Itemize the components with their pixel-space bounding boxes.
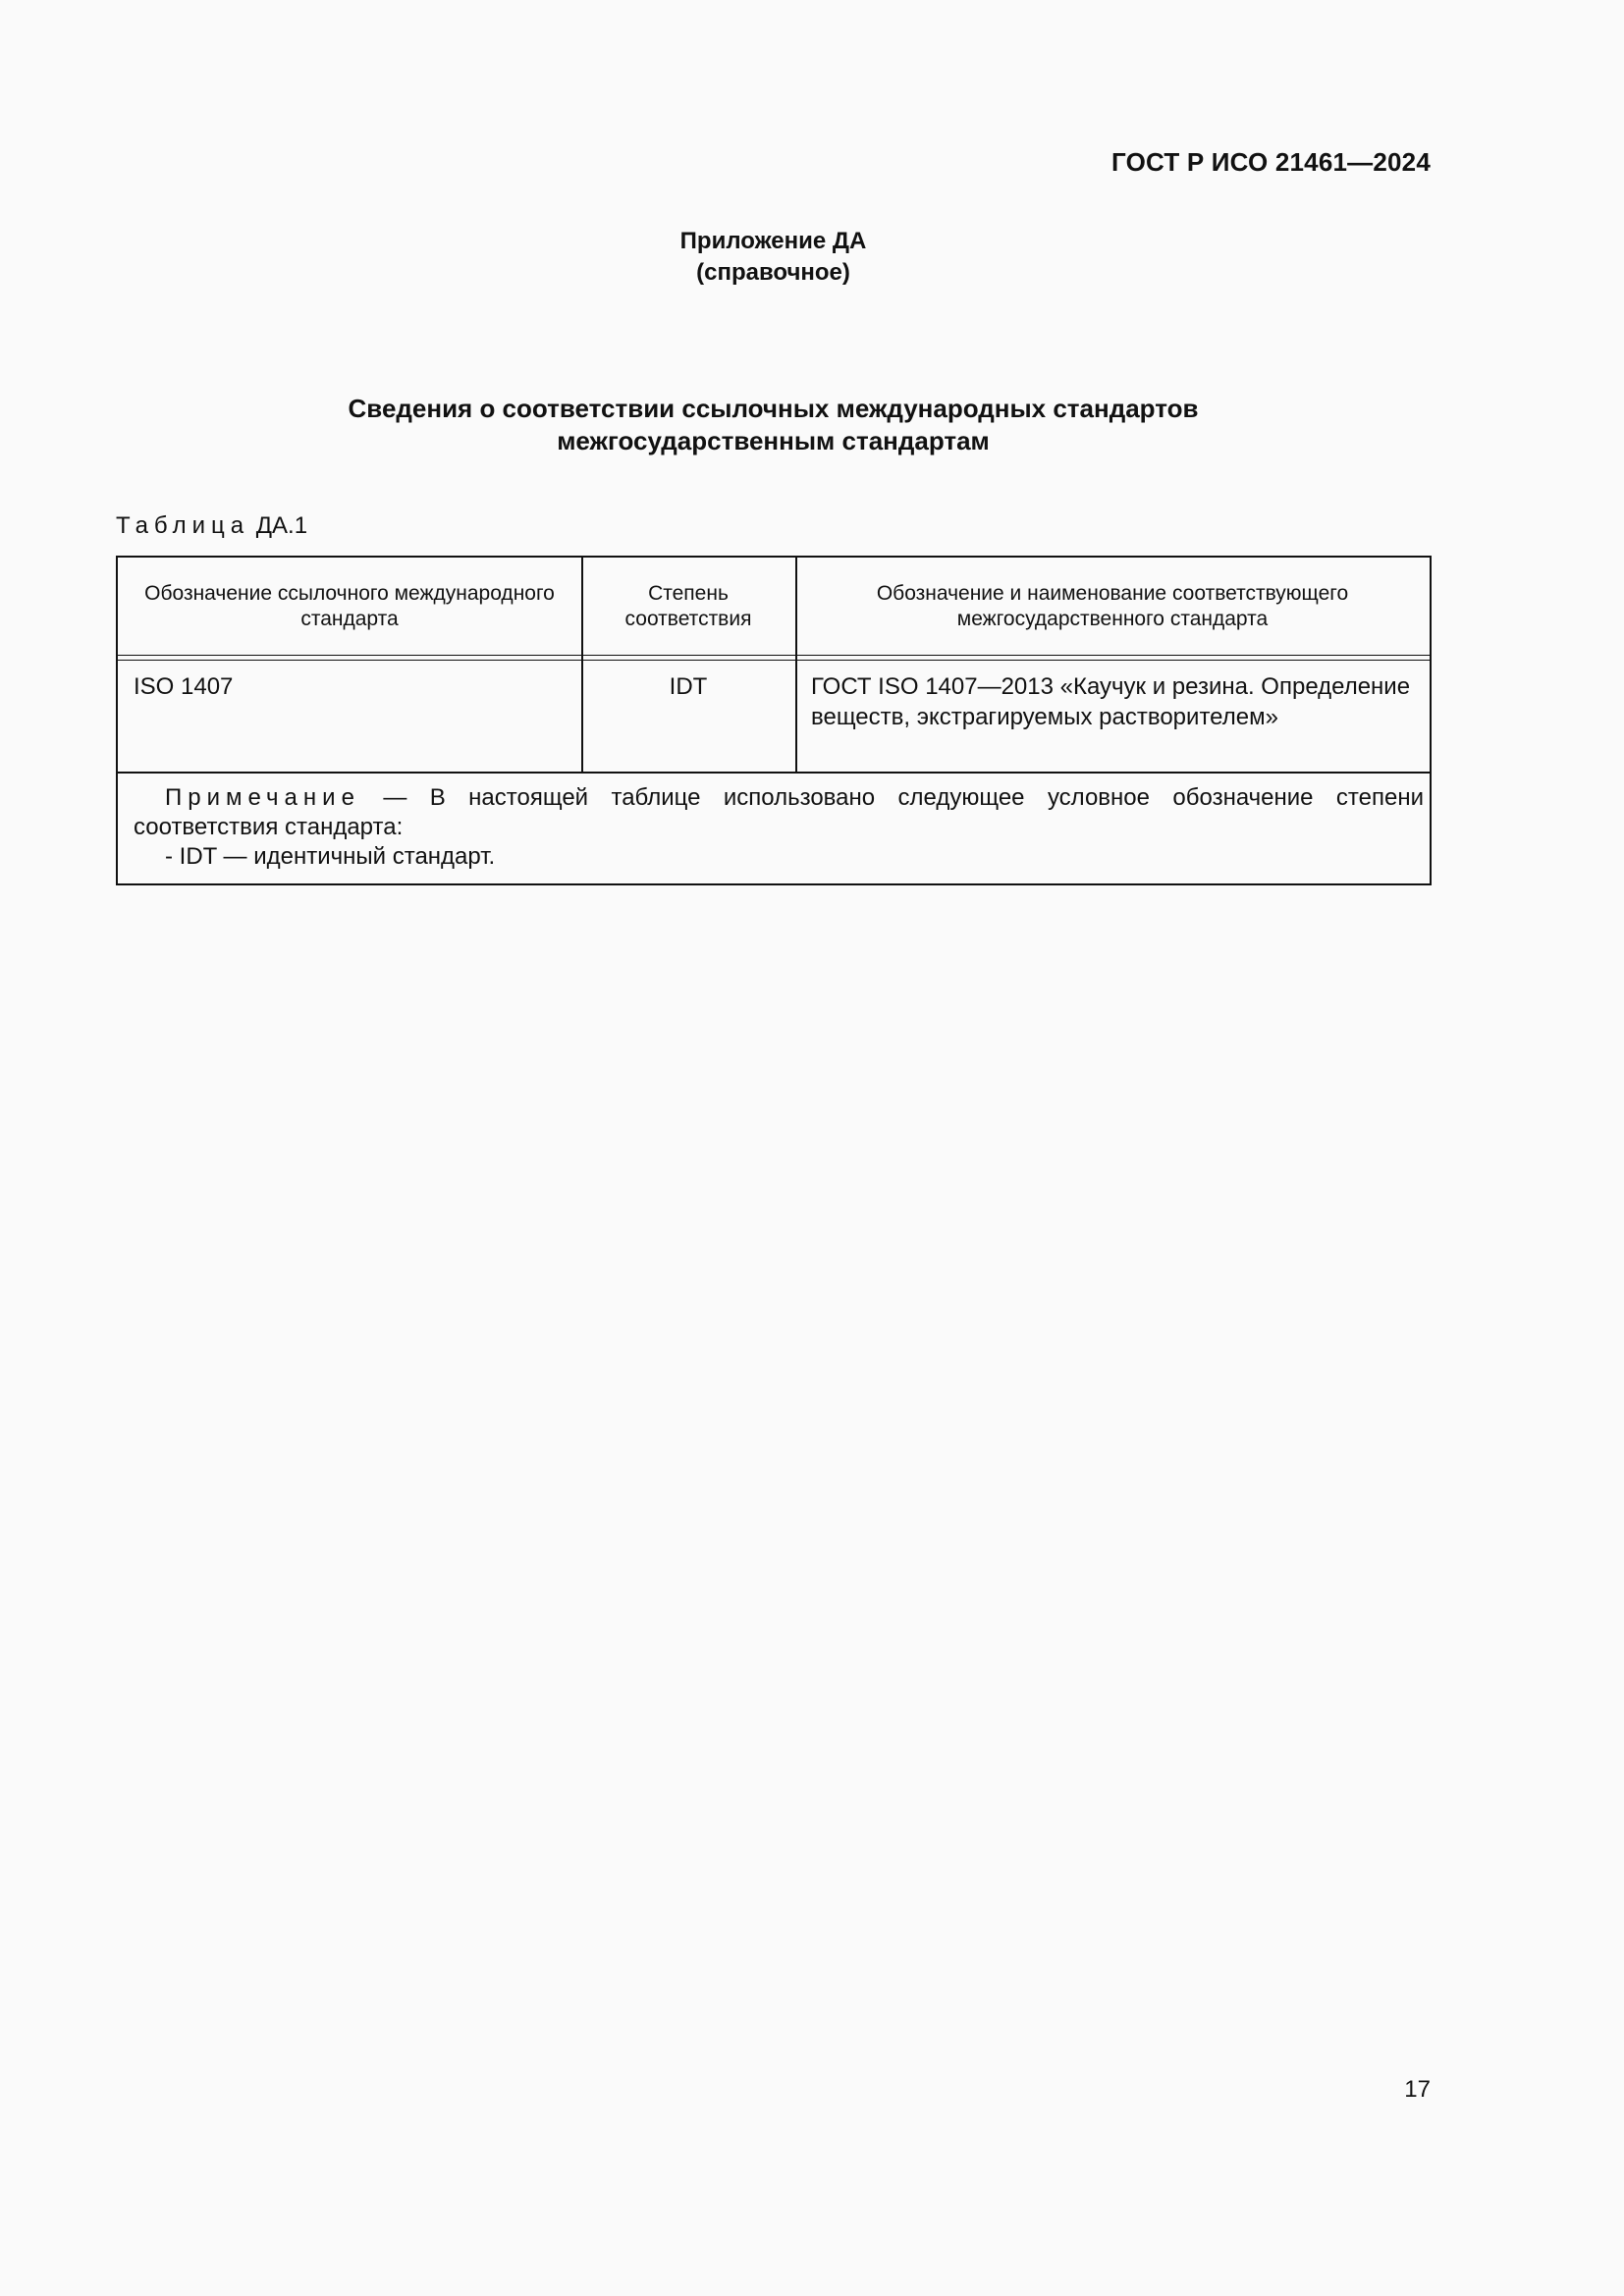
document-code: ГОСТ Р ИСО 21461—2024 (1110, 147, 1431, 177)
table-header-cell: Обозначение и наименование соответствующего межгосударственного стандарта (876, 582, 1349, 630)
annex-title-line1: Сведения о соответствии ссылочных международных стандартов (348, 394, 1199, 423)
table-cell-interstate: ГОСТ ISO 1407—2013 «Каучук и резина. Определение веществ, экстрагируемых растворителем» (811, 673, 1411, 730)
table-header-divider (118, 660, 1430, 661)
table-header-cell: Степень соответствия (624, 582, 752, 630)
annex-title (0, 393, 1546, 457)
table-cell-international: ISO 1407 (134, 673, 234, 700)
table-note (118, 774, 1430, 872)
table-cell-degree: IDT (669, 673, 708, 700)
table-note-item: - IDT — идентичный стандарт. (165, 843, 496, 870)
table-header-divider (118, 655, 1430, 656)
table-caption-word: Таблица (116, 512, 250, 539)
table-note-line (134, 783, 1424, 813)
table-caption (116, 512, 307, 540)
table-row (118, 662, 1430, 770)
table-header-cell: Обозначение ссылочного международного стандарта (144, 582, 555, 630)
table-header-row (118, 558, 1430, 656)
table-note-label: Примечание (165, 784, 360, 811)
annex-status: (справочное) (696, 259, 850, 286)
page-number: 17 (1404, 2076, 1431, 2103)
annex-heading (0, 226, 1546, 289)
annex-label: Приложение ДА (679, 228, 867, 254)
table-note-text-cont: соответствия стандарта: (134, 814, 404, 840)
reference-table (116, 556, 1432, 885)
table-note-text: — В настоящей таблице использовано следующее условное обозначение степени (383, 784, 1425, 811)
annex-title-line2: межгосударственным стандартам (557, 426, 990, 455)
table-caption-number: ДА.1 (255, 512, 308, 539)
